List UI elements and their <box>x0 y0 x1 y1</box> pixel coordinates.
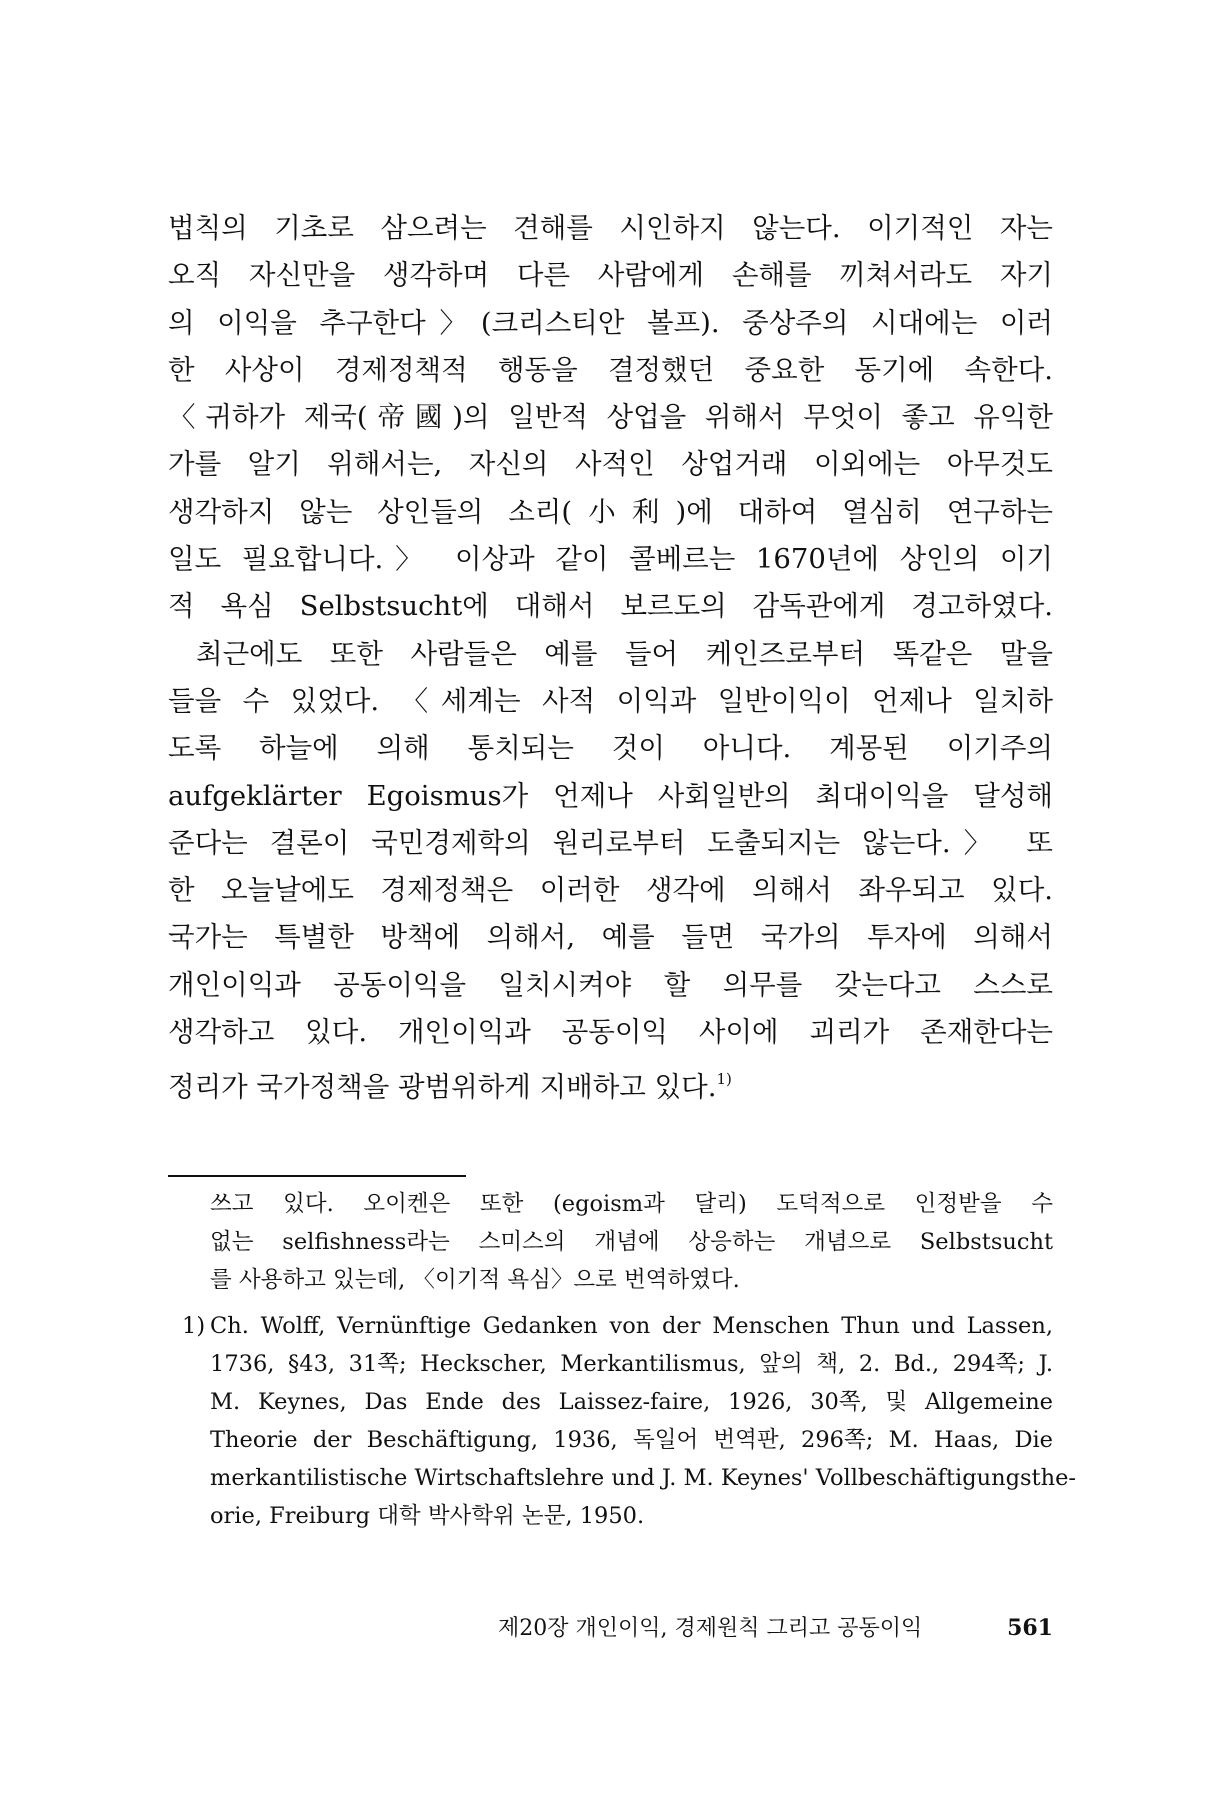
text-line: 생각하지 않는 상인들의 소리(小利)에 대하여 열심히 연구하는 <box>168 495 1053 528</box>
page-number: 561 <box>1007 1615 1053 1641</box>
text-line: 적 욕심 Selbstsucht에 대해서 보르도의 감독관에게 경고하였다. <box>168 590 1053 623</box>
text-line: 개인이익과 공동이익을 일치시켜야 할 의무를 갖는다고 스스로 <box>168 968 1053 1001</box>
text-line: 준다는 결론이 국민경제학의 원리로부터 도출되지는 않는다.〉 또 <box>168 826 1053 859</box>
text-line: 일도 필요합니다.〉 이상과 같이 콜베르는 1670년에 상인의 이기 <box>168 543 1053 576</box>
text-line: 법칙의 기초로 삼으려는 견해를 시인하지 않는다. 이기적인 자는 <box>168 212 1053 244</box>
text-line: 오직 자신만을 생각하며 다른 사람에게 손해를 끼쳐서라도 자기 <box>168 259 1053 292</box>
footnote-line: 를 사용하고 있는데, 〈이기적 욕심〉으로 번역하였다. <box>210 1267 740 1293</box>
footnote-line: M. Keynes, Das Ende des Laissez-faire, 1926, 30쪽, 및 Allgemeine <box>210 1389 1053 1415</box>
footnotes <box>182 1185 1077 1535</box>
text-line: 최근에도 또한 사람들은 예를 들어 케인즈로부터 똑같은 말을 <box>196 637 1053 670</box>
footnote-line: 쓰고 있다. 오이켄은 또한 (egoism과 달리) 도덕적으로 인정받을 수 <box>210 1191 1053 1217</box>
text-line <box>168 1056 1053 1111</box>
text-line: 의 이익을 추구한다〉(크리스티안 볼프). 중상주의 시대에는 이러 <box>168 306 1053 339</box>
text-line: aufgeklärter Egoismus가 언제나 사회일반의 최대이익을 달성해 <box>168 779 1053 812</box>
footnote-divider <box>168 1175 466 1177</box>
footnote-line: merkantilistische Wirtschaftslehre und J. M. Keynes' Vollbeschäftigungsthe- <box>210 1465 1077 1491</box>
footnote-line: 없는 selfishness라는 스미스의 개념에 상응하는 개념으로 Selbstsucht <box>210 1229 1053 1255</box>
text-line: 국가는 특별한 방책에 의해서, 예를 들면 국가의 투자에 의해서 <box>168 921 1053 954</box>
footnote-line: 1736, §43, 31쪽; Heckscher, Merkantilismus, 앞의 책, 2. Bd., 294쪽; J. <box>210 1351 1053 1377</box>
footnote-line: orie, Freiburg 대학 박사학위 논문, 1950. <box>210 1503 645 1529</box>
chapter-title: 제20장 개인이익, 경제원칙 그리고 공동이익 <box>498 1616 923 1641</box>
text-line: 한 오늘날에도 경제정책은 이러한 생각에 의해서 좌우되고 있다. <box>168 874 1053 907</box>
footnote-continued <box>210 1185 1053 1299</box>
text-line: 가를 알기 위해서는, 자신의 사적인 상업거래 이외에는 아무것도 <box>168 448 1053 481</box>
text-line: 한 사상이 경제정책적 행동을 결정했던 중요한 동기에 속한다. <box>168 353 1053 386</box>
footnote-line-content: Ch. Wolff, Vernünftige Gedanken von der Menschen Thun und Lassen, <box>210 1313 1053 1339</box>
text-line: 생각하고 있다. 개인이익과 공동이익 사이에 괴리가 존재한다는 <box>168 1016 1053 1049</box>
footnote-number: 1) <box>182 1313 206 1339</box>
footnote-line: Theorie der Beschäftigung, 1936, 독일어 번역판, 296쪽; M. Haas, Die <box>210 1427 1053 1453</box>
footnote-1 <box>182 1307 1077 1535</box>
main-text <box>168 205 1053 1112</box>
footnote-marker: 1) <box>716 1070 732 1089</box>
running-footer <box>498 1611 1053 1642</box>
text-line: 〈귀하가 제국(帝國)의 일반적 상업을 위해서 무엇이 좋고 유익한 <box>168 401 1053 434</box>
footnote-line <box>182 1307 1053 1345</box>
text-line: 들을 수 있었다. 〈세계는 사적 이익과 일반이익이 언제나 일치하 <box>168 684 1053 717</box>
text-line: 도록 하늘에 의해 통치되는 것이 아니다. 계몽된 이기주의 <box>168 732 1053 765</box>
text-line-content: 정리가 국가정책을 광범위하게 지배하고 있다. <box>168 1071 717 1104</box>
